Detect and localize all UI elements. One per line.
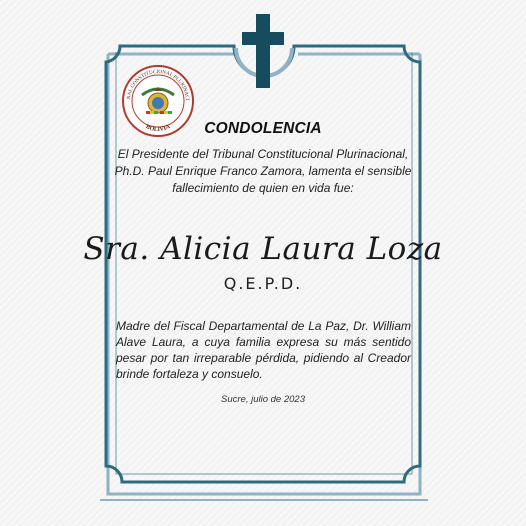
place-date: Sucre, julio de 2023 xyxy=(221,394,305,405)
seal-bottom-text: BOLIVIA xyxy=(144,124,172,134)
notice-intro: El Presidente del Tribunal Constitucional Plurinacional, Ph.D. Paul Enrique Franco Zamora, lamenta el sensible fallecimiento de quien en vida fue: xyxy=(114,147,412,195)
notice-title: CONDOLENCIA xyxy=(204,120,322,137)
qepd-label: Q.E.P.D. xyxy=(223,274,303,293)
seal-top-text: NAL CONSTITUCIONAL PLURINACI xyxy=(126,68,191,101)
notice-body: Madre del Fiscal Departamental de La Paz, Dr. William Alave Laura, a cuya familia expresa su más sentido pesar por tan irreparable pérdida, pidiendo al Creador brinde fortaleza y consuelo. xyxy=(116,319,411,381)
deceased-name: Sra. Alicia Laura Loza xyxy=(83,231,443,267)
